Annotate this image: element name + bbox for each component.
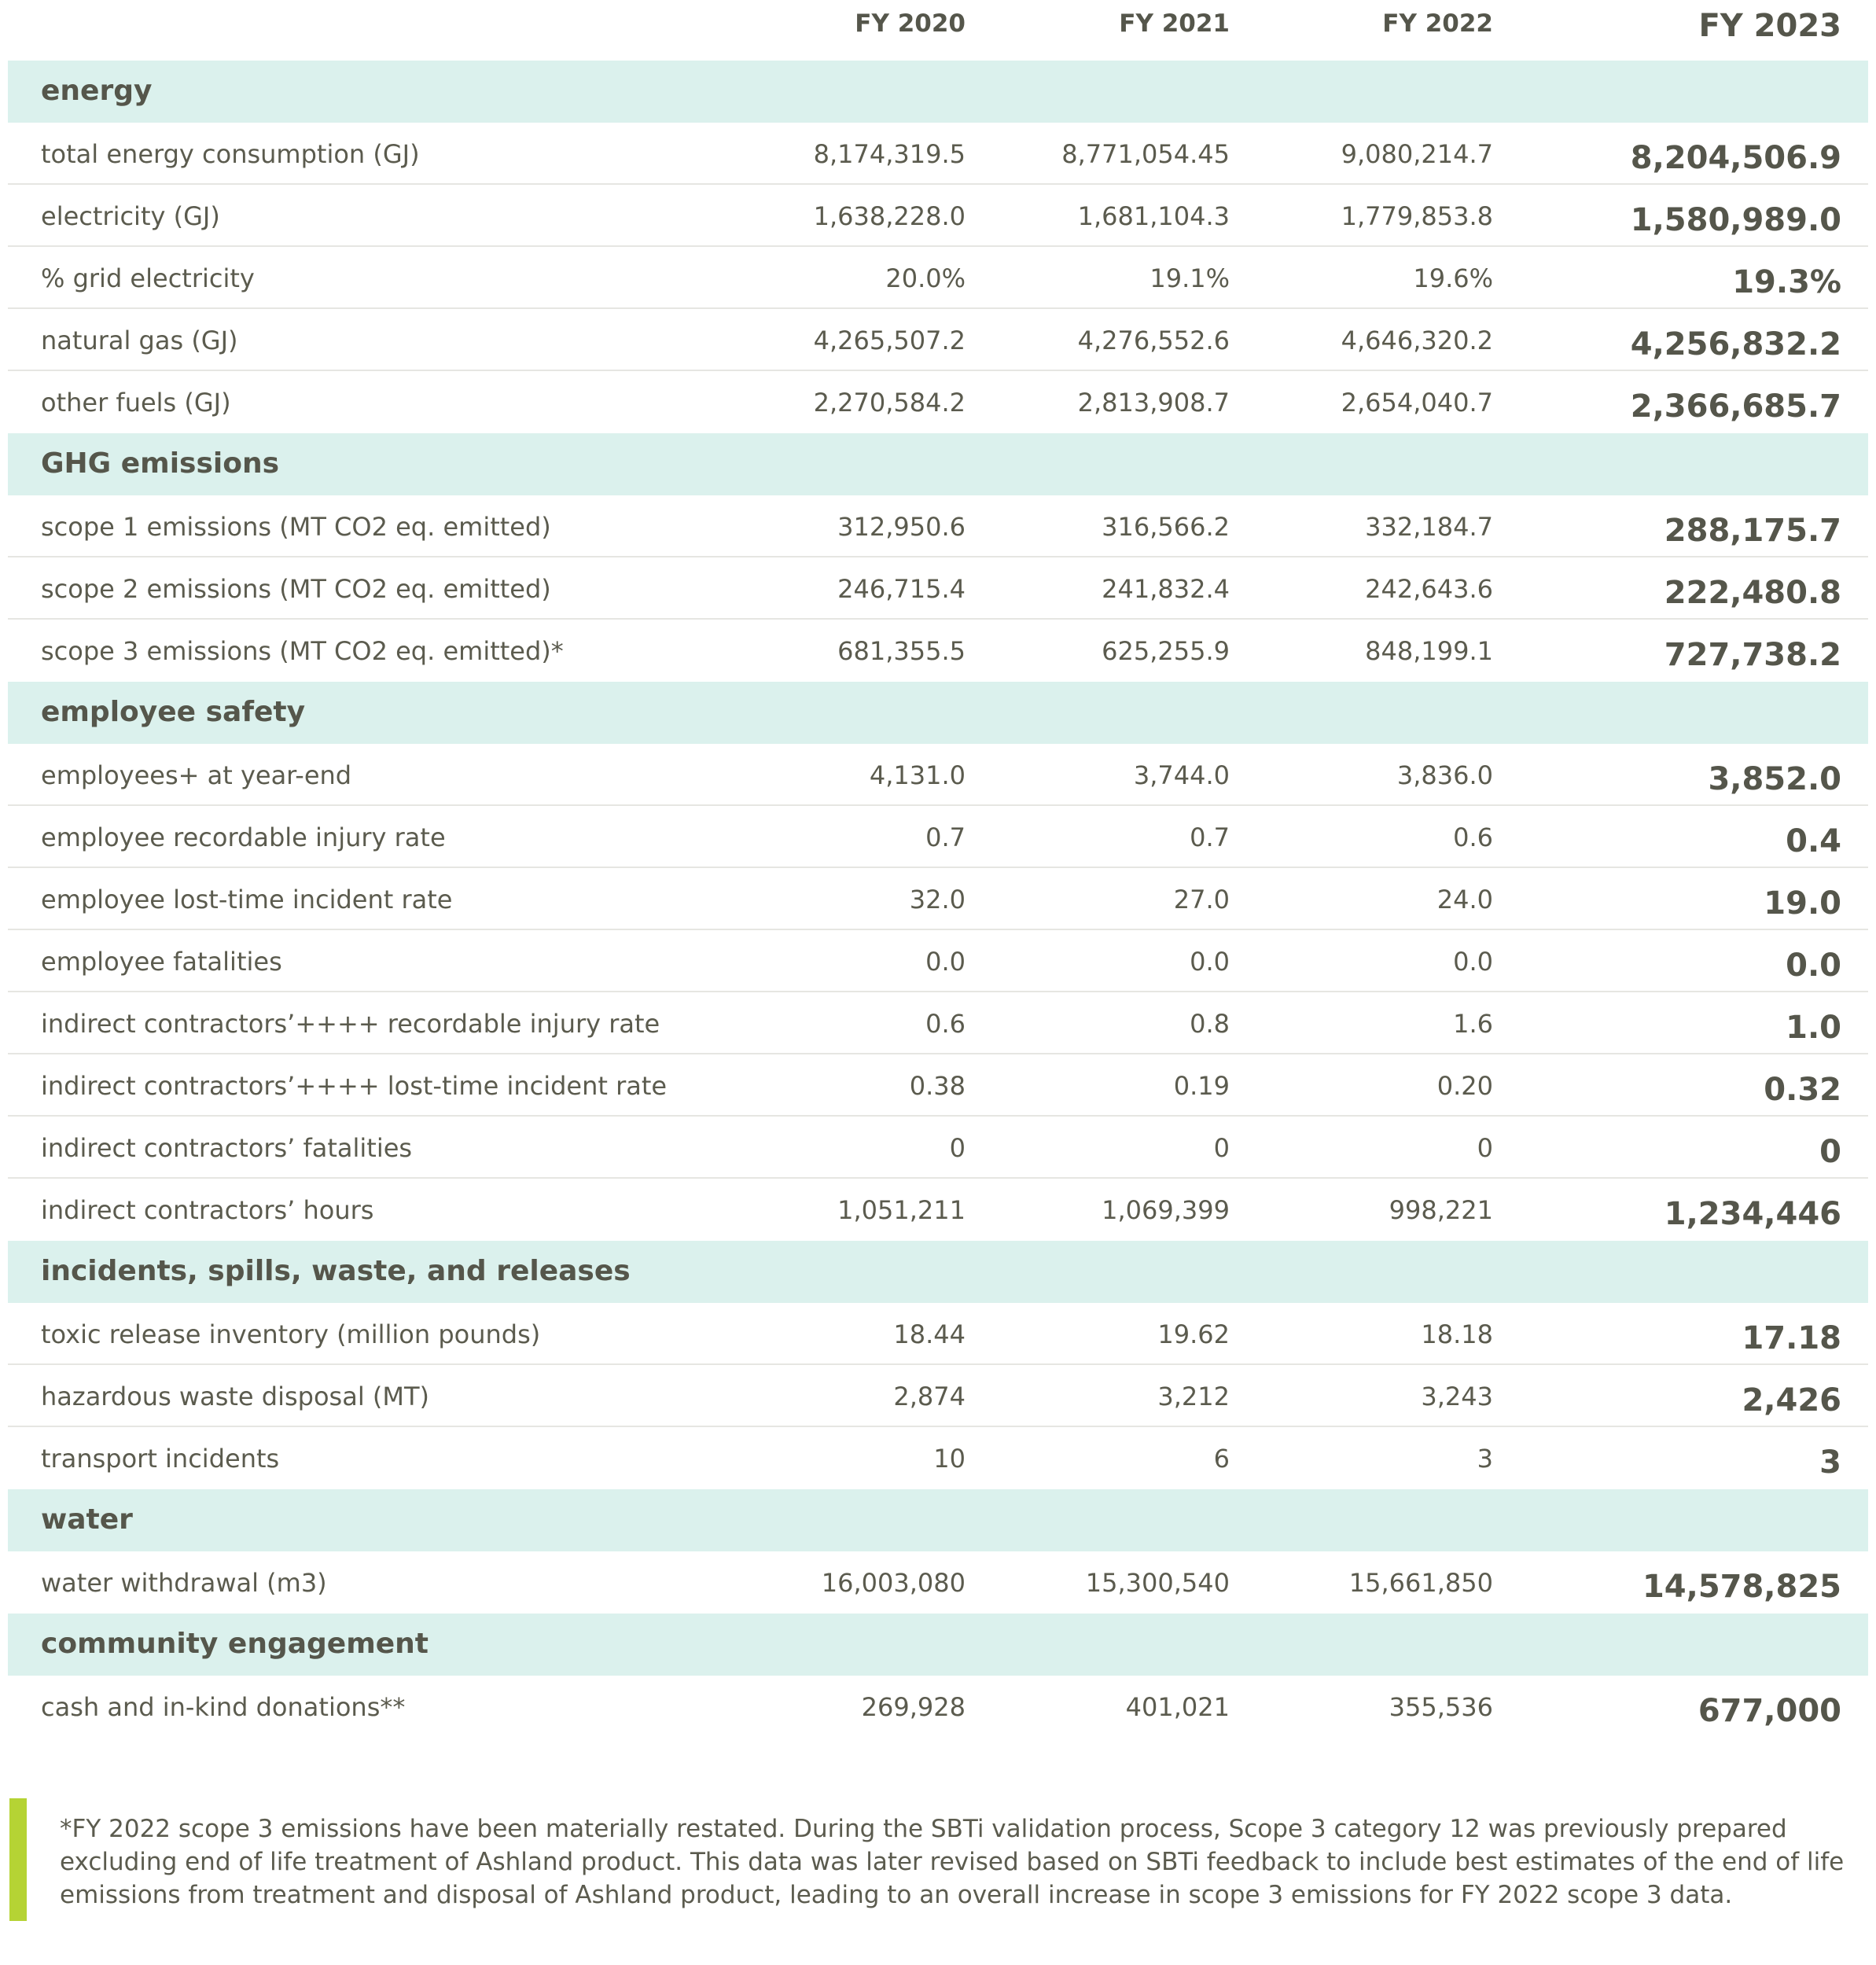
value-cell-col4: 0.0 xyxy=(1786,948,1841,984)
value-cell-col2: 0 xyxy=(1213,1133,1230,1163)
row-label: scope 2 emissions (MT CO2 eq. emitted) xyxy=(41,574,551,604)
value-cell-col1: 1,051,211 xyxy=(837,1195,966,1225)
row-label: employee recordable injury rate xyxy=(41,822,446,852)
section-title: community engagement xyxy=(41,1628,429,1660)
table-row xyxy=(8,495,1868,557)
value-cell-col3: 18.18 xyxy=(1421,1319,1493,1349)
value-cell-col4: 19.3% xyxy=(1732,264,1841,300)
value-cell-col2: 8,771,054.45 xyxy=(1061,139,1230,169)
table-row xyxy=(8,1179,1868,1241)
value-cell-col1: 0.38 xyxy=(909,1071,966,1101)
value-cell-col3: 998,221 xyxy=(1389,1195,1493,1225)
column-header-fy2023: FY 2023 xyxy=(1698,8,1841,44)
value-cell-col3: 19.6% xyxy=(1413,263,1493,293)
row-label: natural gas (GJ) xyxy=(41,326,238,355)
row-label: employees+ at year-end xyxy=(41,760,352,790)
value-cell-col4: 19.0 xyxy=(1764,885,1841,922)
row-label: transport incidents xyxy=(41,1444,280,1474)
row-label: employee fatalities xyxy=(41,947,282,977)
footnote xyxy=(9,1798,1865,1921)
value-cell-col2: 15,300,540 xyxy=(1085,1568,1230,1598)
value-cell-col3: 1.6 xyxy=(1453,1009,1493,1039)
table-row xyxy=(8,1365,1868,1427)
table-row xyxy=(8,185,1868,247)
value-cell-col4: 288,175.7 xyxy=(1664,513,1841,549)
esg-data-table xyxy=(8,61,1868,1738)
value-cell-col3: 3,243 xyxy=(1421,1382,1493,1411)
table-row xyxy=(8,744,1868,806)
row-label: cash and in-kind donations** xyxy=(41,1692,406,1722)
value-cell-col2: 2,813,908.7 xyxy=(1077,388,1230,418)
table-row xyxy=(8,930,1868,992)
table-row xyxy=(8,557,1868,620)
table-row xyxy=(8,1676,1868,1738)
value-cell-col1: 1,638,228.0 xyxy=(813,201,966,231)
footnote-text: *FY 2022 scope 3 emissions have been materially restated. During the SBTi validation process, Scope 3 category 12 was previously prepared excluding end of life treatment of Ashland product. This data was later revised based on SBTi feedback to include best estimates of the end of life emissions from treatment and disposal of Ashland product, leading to an overall increase in scope 3 emissions for FY 2022 scope 3 data. xyxy=(60,1815,1845,1909)
row-label: electricity (GJ) xyxy=(41,201,220,231)
section-title: employee safety xyxy=(41,696,306,728)
value-cell-col3: 1,779,853.8 xyxy=(1341,201,1493,231)
table-row xyxy=(8,806,1868,868)
value-cell-col4: 3,852.0 xyxy=(1708,761,1841,797)
value-cell-col1: 0.7 xyxy=(925,822,966,852)
value-cell-col4: 2,426 xyxy=(1742,1382,1841,1419)
value-cell-col3: 3 xyxy=(1477,1444,1493,1474)
value-cell-col4: 8,204,506.9 xyxy=(1630,140,1841,176)
table-row xyxy=(8,1303,1868,1365)
value-cell-col2: 0.0 xyxy=(1190,947,1230,977)
value-cell-col3: 0.20 xyxy=(1436,1071,1493,1101)
value-cell-col4: 17.18 xyxy=(1742,1320,1841,1356)
value-cell-col2: 19.1% xyxy=(1150,263,1230,293)
value-cell-col2: 27.0 xyxy=(1173,885,1230,914)
value-cell-col4: 1.0 xyxy=(1786,1010,1841,1046)
value-cell-col1: 0 xyxy=(949,1133,966,1163)
value-cell-col3: 2,654,040.7 xyxy=(1341,388,1493,418)
table-row xyxy=(8,868,1868,930)
column-header-row xyxy=(0,0,1876,61)
row-label: scope 3 emissions (MT CO2 eq. emitted)* xyxy=(41,636,564,666)
value-cell-col2: 0.8 xyxy=(1190,1009,1230,1039)
table-row xyxy=(8,1117,1868,1179)
value-cell-col1: 20.0% xyxy=(885,263,966,293)
value-cell-col2: 316,566.2 xyxy=(1102,512,1230,542)
value-cell-col2: 1,069,399 xyxy=(1102,1195,1230,1225)
table-row xyxy=(8,1054,1868,1117)
value-cell-col1: 16,003,080 xyxy=(821,1568,966,1598)
value-cell-col3: 0 xyxy=(1477,1133,1493,1163)
value-cell-col1: 246,715.4 xyxy=(837,574,966,604)
column-header-fy2020: FY 2020 xyxy=(855,9,966,38)
section-header-row xyxy=(8,682,1868,744)
value-cell-col4: 3 xyxy=(1819,1444,1841,1481)
row-label: hazardous waste disposal (MT) xyxy=(41,1382,429,1411)
row-label: other fuels (GJ) xyxy=(41,388,231,418)
value-cell-col3: 242,643.6 xyxy=(1365,574,1493,604)
row-label: % grid electricity xyxy=(41,263,255,293)
row-label: indirect contractors’ fatalities xyxy=(41,1133,413,1163)
value-cell-col4: 0.4 xyxy=(1786,823,1841,859)
section-title: incidents, spills, waste, and releases xyxy=(41,1255,631,1287)
value-cell-col4: 14,578,825 xyxy=(1642,1569,1841,1605)
table-row xyxy=(8,371,1868,433)
value-cell-col2: 0.7 xyxy=(1190,822,1230,852)
value-cell-col1: 681,355.5 xyxy=(837,636,966,666)
section-title: GHG emissions xyxy=(41,447,280,480)
value-cell-col2: 625,255.9 xyxy=(1102,636,1230,666)
value-cell-col3: 0.0 xyxy=(1453,947,1493,977)
row-label: scope 1 emissions (MT CO2 eq. emitted) xyxy=(41,512,551,542)
value-cell-col1: 2,874 xyxy=(893,1382,966,1411)
row-label: indirect contractors’++++ lost-time incident rate xyxy=(41,1071,668,1101)
row-label: indirect contractors’ hours xyxy=(41,1195,374,1225)
value-cell-col1: 0.6 xyxy=(925,1009,966,1039)
table-row xyxy=(8,123,1868,185)
value-cell-col2: 241,832.4 xyxy=(1102,574,1230,604)
value-cell-col1: 4,265,507.2 xyxy=(813,326,966,355)
section-title: water xyxy=(41,1503,133,1536)
value-cell-col4: 1,234,446 xyxy=(1664,1196,1841,1232)
value-cell-col1: 312,950.6 xyxy=(837,512,966,542)
value-cell-col2: 1,681,104.3 xyxy=(1077,201,1230,231)
value-cell-col4: 727,738.2 xyxy=(1664,637,1841,673)
row-label: water withdrawal (m3) xyxy=(41,1568,327,1598)
value-cell-col4: 2,366,685.7 xyxy=(1630,388,1841,425)
table-row xyxy=(8,620,1868,682)
value-cell-col1: 4,131.0 xyxy=(869,760,966,790)
row-label: total energy consumption (GJ) xyxy=(41,139,420,169)
value-cell-col2: 0.19 xyxy=(1173,1071,1230,1101)
value-cell-col2: 6 xyxy=(1213,1444,1230,1474)
value-cell-col4: 222,480.8 xyxy=(1664,575,1841,611)
value-cell-col1: 10 xyxy=(933,1444,966,1474)
section-title: energy xyxy=(41,75,153,107)
value-cell-col1: 269,928 xyxy=(861,1692,966,1722)
value-cell-col1: 18.44 xyxy=(893,1319,966,1349)
value-cell-col1: 32.0 xyxy=(909,885,966,914)
value-cell-col3: 15,661,850 xyxy=(1348,1568,1493,1598)
table-row xyxy=(8,1427,1868,1489)
row-label: employee lost-time incident rate xyxy=(41,885,453,914)
footnote-accent-bar xyxy=(9,1798,27,1921)
column-header-fy2021: FY 2021 xyxy=(1119,9,1230,38)
value-cell-col3: 848,199.1 xyxy=(1365,636,1493,666)
value-cell-col3: 0.6 xyxy=(1453,822,1493,852)
value-cell-col2: 19.62 xyxy=(1157,1319,1230,1349)
value-cell-col4: 677,000 xyxy=(1698,1693,1841,1729)
value-cell-col2: 4,276,552.6 xyxy=(1077,326,1230,355)
value-cell-col2: 401,021 xyxy=(1125,1692,1230,1722)
value-cell-col1: 0.0 xyxy=(925,947,966,977)
table-row xyxy=(8,247,1868,309)
value-cell-col2: 3,744.0 xyxy=(1133,760,1230,790)
value-cell-col4: 4,256,832.2 xyxy=(1630,326,1841,362)
value-cell-col3: 3,836.0 xyxy=(1396,760,1493,790)
table-row xyxy=(8,992,1868,1054)
value-cell-col1: 2,270,584.2 xyxy=(813,388,966,418)
value-cell-col1: 8,174,319.5 xyxy=(813,139,966,169)
value-cell-col3: 24.0 xyxy=(1436,885,1493,914)
value-cell-col2: 3,212 xyxy=(1157,1382,1230,1411)
section-header-row xyxy=(8,1614,1868,1676)
value-cell-col4: 1,580,989.0 xyxy=(1630,202,1841,238)
section-header-row xyxy=(8,433,1868,495)
row-label: toxic release inventory (million pounds) xyxy=(41,1319,541,1349)
section-header-row xyxy=(8,61,1868,123)
table-row xyxy=(8,309,1868,371)
column-header-fy2022: FY 2022 xyxy=(1382,9,1493,38)
value-cell-col3: 332,184.7 xyxy=(1365,512,1493,542)
value-cell-col4: 0.32 xyxy=(1764,1072,1841,1108)
value-cell-col3: 9,080,214.7 xyxy=(1341,139,1493,169)
section-header-row xyxy=(8,1489,1868,1551)
section-header-row xyxy=(8,1241,1868,1303)
row-label: indirect contractors’++++ recordable injury rate xyxy=(41,1009,660,1039)
table-row xyxy=(8,1551,1868,1614)
value-cell-col4: 0 xyxy=(1819,1134,1841,1170)
value-cell-col3: 4,646,320.2 xyxy=(1341,326,1493,355)
value-cell-col3: 355,536 xyxy=(1389,1692,1493,1722)
